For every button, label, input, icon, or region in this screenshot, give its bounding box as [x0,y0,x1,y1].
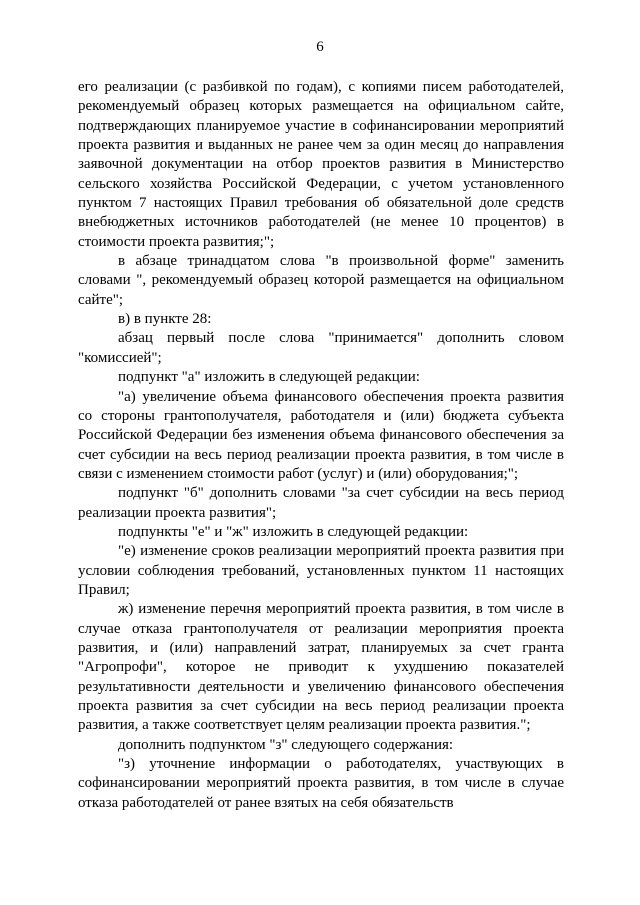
paragraph: подпункт "а" изложить в следующей редакции: [118,369,420,386]
paragraph: в абзаце тринадцатом слова "в произвольной форме" заменить словами ", рекомендуемый образец которой размещается на официальном сайте"; [78,253,564,308]
paragraph: "е) изменение сроков реализации мероприятий проекта развития при условии соблюдения требований, установленных пунктом 11 настоящих Правил; [78,543,564,598]
paragraph: в) в пункте 28: [118,311,212,328]
paragraph: абзац первый после слова "принимается" дополнить словом "комиссией"; [78,330,564,366]
paragraph: ж) изменение перечня мероприятий проекта развития, в том числе в случае отказа грантополучателя от реализации мероприятия проекта развития, и (или) направлений затрат, планируемых за счет гранта "Агропрофи", которое не приводит к ухудшению показателей результативности деятельности и увеличению финансового обеспечения проекта развития за счет субсидии на весь период реализации проекта развития, а также соответствует целям реализации проекта развития."; [78,601,564,734]
page-number: 6 [316,39,324,55]
document-body [78,78,564,813]
paragraph: "а) увеличение объема финансового обеспечения проекта развития со стороны грантополучателя, работодателя и (или) бюджета субъекта Российской Федерации без изменения объема финансового обеспечения за счет субсидии на весь период реализации проекта развития, в том числе в связи с изменением стоимости работ (услуг) и (или) оборудования;"; [78,388,564,482]
paragraph: дополнить подпунктом "з" следующего содержания: [118,736,454,753]
paragraph: "з) уточнение информации о работодателях, участвующих в софинансировании мероприятий проекта развития, в том числе в случае отказа работодателей от ранее взятых на себя обязательств [78,756,564,811]
paragraph: подпункты "е" и "ж" изложить в следующей редакции: [118,523,469,540]
paragraph: его реализации (с разбивкой по годам), с копиями писем работодателей, рекомендуемый образец которых размещается на официальном сайте, подтверждающих планируемое участие в софинансировании мероприятий проекта развития и выданных не ранее чем за один месяц до направления заявочной документации на отбор проектов развития в Министерство сельского хозяйства Российской Федерации, с учетом установленного пунктом 7 настоящих Правил требования об обязательной доле средств внебюджетных источников работодателей (не менее 10 процентов) в стоимости проекта развития;"; [78,79,564,250]
paragraph: подпункт "б" дополнить словами "за счет субсидии на весь период реализации проекта развития"; [78,485,564,521]
